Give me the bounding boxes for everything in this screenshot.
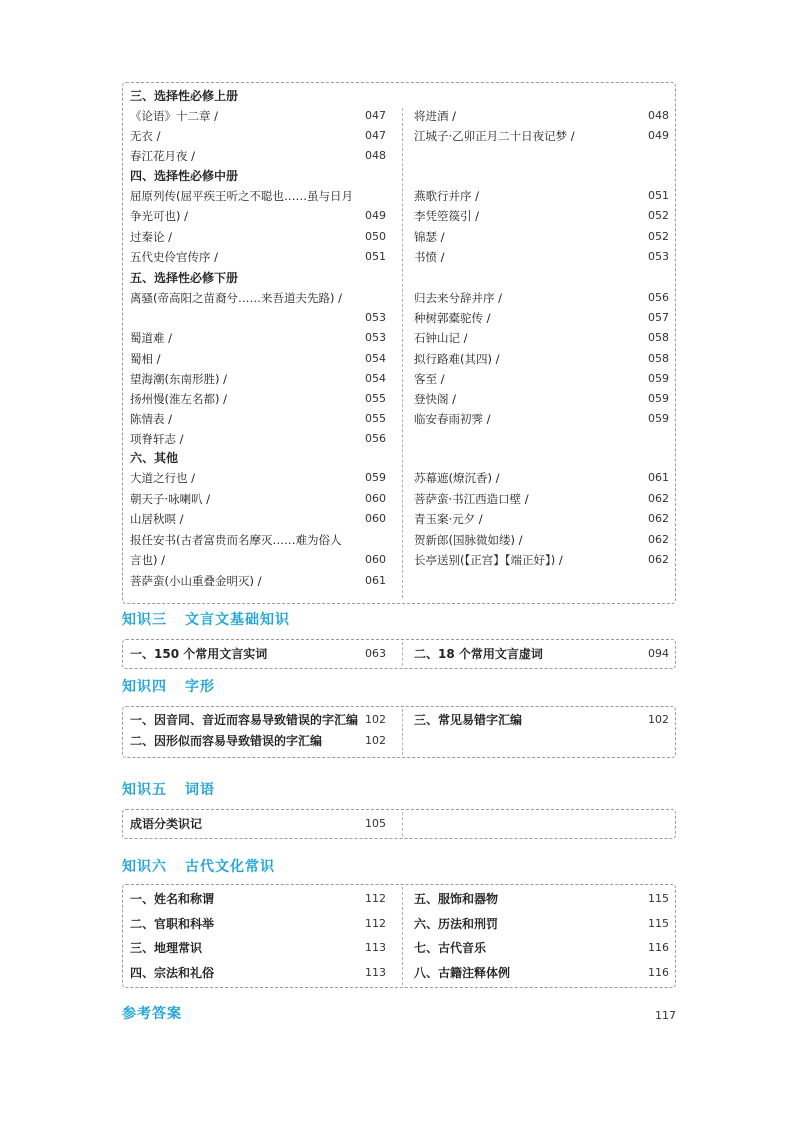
toc-entry-title: 朝天子·咏喇叭 / (130, 491, 211, 506)
toc-entry[interactable] (130, 308, 386, 328)
toc-entry-title: 菩萨蛮·书江西造口壁 / (414, 491, 529, 506)
toc-entry-page: 053 (365, 331, 386, 345)
toc-entry[interactable] (130, 288, 386, 308)
toc-entry-title: 三、常见易错字汇编 (414, 713, 523, 727)
toc-entry-page: 051 (365, 250, 386, 264)
toc-entry-title: 争光可也) / (130, 209, 189, 224)
toc-entry-page: 051 (648, 189, 669, 202)
toc-entry-title: 登快阁 / (414, 392, 457, 406)
section-title: 文言文基础知识 (185, 612, 290, 628)
toc-entry[interactable] (414, 349, 669, 369)
toc-entry[interactable] (130, 509, 386, 529)
toc-entry-page: 059 (365, 471, 386, 484)
subsection-heading: 六、其他 (130, 451, 179, 465)
toc-entry-page: 052 (648, 229, 669, 243)
toc-entry[interactable] (130, 389, 386, 409)
toc-entry[interactable] (414, 468, 669, 488)
toc-entry-title: 山居秋暝 / (130, 512, 184, 527)
toc-entry-title: 成语分类识记 (130, 817, 203, 831)
toc-entry-title: 蜀道难 / (130, 331, 173, 346)
toc-entry-title: 二、因形似而容易导致错误的字汇编 (130, 734, 323, 748)
toc-entry[interactable] (130, 550, 386, 570)
toc-entry-title: 六、历法和刑罚 (414, 916, 499, 931)
toc-entry[interactable] (130, 106, 386, 126)
toc-entry-title: 五代史伶官传序 / (130, 250, 219, 265)
toc-entry-page: 058 (648, 331, 669, 345)
toc-entry-page: 049 (648, 129, 669, 142)
toc-entry-page: 094 (648, 647, 669, 660)
toc-entry-title: 三、地理常识 (130, 941, 203, 955)
toc-entry-page: 052 (648, 209, 669, 223)
toc-entry[interactable] (130, 409, 386, 429)
toc-entry[interactable] (414, 509, 669, 529)
toc-entry[interactable] (414, 409, 669, 429)
toc-entry-page: 061 (365, 574, 386, 587)
toc-entry-page: 113 (365, 965, 386, 979)
toc-box-classical-basics (122, 639, 676, 669)
toc-entry-title: 过秦论 / (130, 229, 173, 244)
toc-entry[interactable] (130, 227, 386, 247)
toc-entry-title: 贺新郎(国脉微如缕) / (414, 532, 523, 547)
toc-entry-page: 062 (648, 512, 669, 526)
toc-entry-title: 将进酒 / (414, 109, 457, 123)
section-number: 知识三 (122, 612, 167, 628)
toc-entry-page: 058 (648, 351, 669, 365)
toc-entry[interactable] (414, 106, 669, 126)
toc-entry[interactable] (414, 206, 669, 226)
section-title: 字形 (185, 679, 215, 695)
toc-box-vocabulary (122, 809, 676, 839)
toc-entry-page: 113 (365, 941, 386, 954)
toc-entry-page: 062 (648, 491, 669, 505)
toc-entry-page: 115 (648, 916, 669, 930)
toc-entry-title: 临安春雨初霁 / (414, 412, 491, 427)
toc-entry-title: 春江花月夜 / (130, 149, 196, 163)
subsection-heading: 五、选择性必修下册 (130, 271, 239, 285)
toc-entry-page: 116 (648, 965, 669, 979)
toc-entry-title: 屈原列传(屈平疾王听之不聪也……虽与日月 (130, 189, 353, 203)
toc-entry-page: 102 (648, 713, 669, 726)
toc-entry-page: 060 (365, 491, 386, 505)
toc-entry-title: 无衣 / (130, 129, 161, 143)
toc-entry-page: 059 (648, 371, 669, 385)
column-divider (402, 108, 403, 598)
column-divider (402, 812, 403, 836)
subsection-heading: 四、选择性必修中册 (130, 169, 239, 183)
toc-entry-title: 望海潮(东南形胜) / (130, 371, 228, 386)
toc-entry-title: 项脊轩志 / (130, 432, 184, 447)
toc-entry-page: 063 (365, 647, 386, 660)
toc-entry-title: 一、姓名和称谓 (130, 892, 215, 906)
toc-entry-page: 060 (365, 512, 386, 526)
toc-entry-title: 书愤 / (414, 250, 445, 265)
toc-entry-title: 大道之行也 / (130, 471, 196, 485)
toc-entry[interactable] (414, 288, 669, 308)
subsection-heading: 三、选择性必修上册 (130, 89, 239, 103)
toc-entry-page: 048 (648, 109, 669, 122)
toc-entry-title: 陈情表 / (130, 412, 173, 427)
toc-entry-title: 扬州慢(淮左名都) / (130, 392, 228, 406)
column-divider (402, 709, 403, 755)
toc-entry-page: 048 (365, 149, 386, 162)
toc-entry-title: 归去来兮辞并序 / (414, 291, 503, 305)
toc-entry-title: 一、因音同、音近而容易导致错误的字汇编 (130, 713, 359, 727)
section-number: 知识五 (122, 782, 167, 798)
toc-entry-title: 种树郭橐驼传 / (414, 311, 491, 326)
toc-entry-page: 047 (365, 109, 386, 122)
toc-entry-page: 060 (365, 553, 386, 567)
toc-entry-title: 二、官职和科举 (130, 916, 215, 931)
toc-entry-page: 047 (365, 129, 386, 142)
section-heading (122, 779, 215, 801)
toc-entry-page: 053 (648, 250, 669, 264)
toc-entry-page: 062 (648, 553, 669, 567)
toc-entry-title: 蜀相 / (130, 351, 161, 366)
answers-page-number: 117 (655, 1009, 676, 1022)
toc-entry-title: 报任安书(古者富贵而名摩灭……难为俗人 (130, 532, 342, 547)
toc-entry-title: 拟行路难(其四) / (414, 351, 500, 366)
toc-entry[interactable] (130, 328, 386, 348)
toc-entry-title: 五、服饰和器物 (414, 892, 499, 906)
toc-entry[interactable] (130, 571, 386, 591)
toc-entry[interactable] (130, 126, 386, 146)
toc-entry-page: 055 (365, 412, 386, 426)
toc-entry-page: 054 (365, 371, 386, 385)
section-number: 知识四 (122, 679, 167, 695)
toc-entry-title: 石钟山记 / (414, 331, 468, 346)
toc-entry[interactable] (130, 530, 386, 550)
toc-entry[interactable] (414, 530, 669, 550)
toc-entry-page: 059 (648, 412, 669, 426)
toc-entry[interactable] (414, 489, 669, 509)
toc-entry-title: 二、18 个常用文言虚词 (414, 647, 543, 661)
toc-entry[interactable] (130, 429, 386, 449)
toc-entry[interactable] (414, 126, 669, 146)
toc-entry[interactable] (414, 227, 669, 247)
column-divider (402, 642, 403, 666)
toc-entry-page: 056 (365, 432, 386, 446)
toc-entry[interactable] (414, 550, 669, 570)
toc-entry[interactable] (414, 389, 669, 409)
toc-entry-page: 115 (648, 892, 669, 905)
toc-entry[interactable] (414, 186, 669, 206)
section-heading (122, 609, 290, 631)
toc-entry-page: 116 (648, 941, 669, 954)
column-divider (402, 887, 403, 985)
toc-entry[interactable] (130, 369, 386, 389)
toc-entry-page: 062 (648, 532, 669, 546)
toc-entry-page: 059 (648, 392, 669, 405)
toc-box-glyphs (122, 706, 676, 758)
section-title: 古代文化常识 (185, 859, 275, 875)
toc-entry-page: 053 (365, 311, 386, 325)
toc-entry-page: 054 (365, 351, 386, 365)
section-title: 词语 (185, 782, 215, 798)
toc-entry[interactable] (130, 206, 386, 226)
toc-entry[interactable] (414, 247, 669, 267)
toc-entry-page: 112 (365, 892, 386, 905)
toc-entry-title: 李凭箜篌引 / (414, 209, 480, 224)
toc-entry-page: 105 (365, 817, 386, 830)
toc-entry-page: 057 (648, 311, 669, 325)
toc-entry-page: 050 (365, 229, 386, 243)
toc-entry-page: 049 (365, 209, 386, 223)
toc-entry-title: 《论语》十二章 / (130, 109, 219, 123)
toc-entry-title: 四、宗法和礼俗 (130, 965, 215, 980)
toc-entry[interactable] (130, 468, 386, 488)
toc-entry[interactable] (130, 186, 386, 206)
toc-entry-title: 长亭送别(【正宫】【端正好】) / (414, 553, 563, 568)
toc-entry[interactable] (130, 349, 386, 369)
toc-entry-title: 言也) / (130, 553, 166, 568)
toc-entry-page: 102 (365, 734, 386, 747)
toc-entry-title: 江城子·乙卯正月二十日夜记梦 / (414, 129, 575, 143)
toc-entry-title: 七、古代音乐 (414, 941, 487, 955)
toc-entry-title: 苏幕遮(燎沉香) / (414, 471, 500, 485)
toc-entry-page: 061 (648, 471, 669, 484)
toc-entry-title: 一、150 个常用文言实词 (130, 647, 268, 661)
answers-heading[interactable]: 参考答案 (122, 1006, 182, 1022)
section-number: 知识六 (122, 859, 167, 875)
section-heading (122, 676, 215, 698)
toc-entry-title: 八、古籍注释体例 (414, 965, 511, 980)
section-heading (122, 856, 275, 878)
toc-entry[interactable] (414, 308, 669, 328)
toc-entry[interactable] (130, 247, 386, 267)
toc-entry[interactable] (414, 369, 669, 389)
toc-entry[interactable] (130, 489, 386, 509)
toc-entry-page: 055 (365, 392, 386, 405)
toc-entry[interactable] (414, 328, 669, 348)
toc-box-culture (122, 884, 676, 988)
toc-entry-page: 112 (365, 916, 386, 930)
toc-entry-title: 菩萨蛮(小山重叠金明灭) / (130, 574, 262, 588)
toc-entry-page: 056 (648, 291, 669, 304)
toc-entry-title: 离骚(帝高阳之苗裔兮……来吾道夫先路) / (130, 291, 343, 305)
toc-entry-page: 102 (365, 713, 386, 726)
toc-entry[interactable] (130, 146, 386, 166)
toc-entry-title: 青玉案·元夕 / (414, 512, 483, 527)
toc-entry-title: 燕歌行并序 / (414, 189, 480, 203)
toc-entry-title: 锦瑟 / (414, 229, 445, 244)
toc-entry-title: 客至 / (414, 371, 445, 386)
